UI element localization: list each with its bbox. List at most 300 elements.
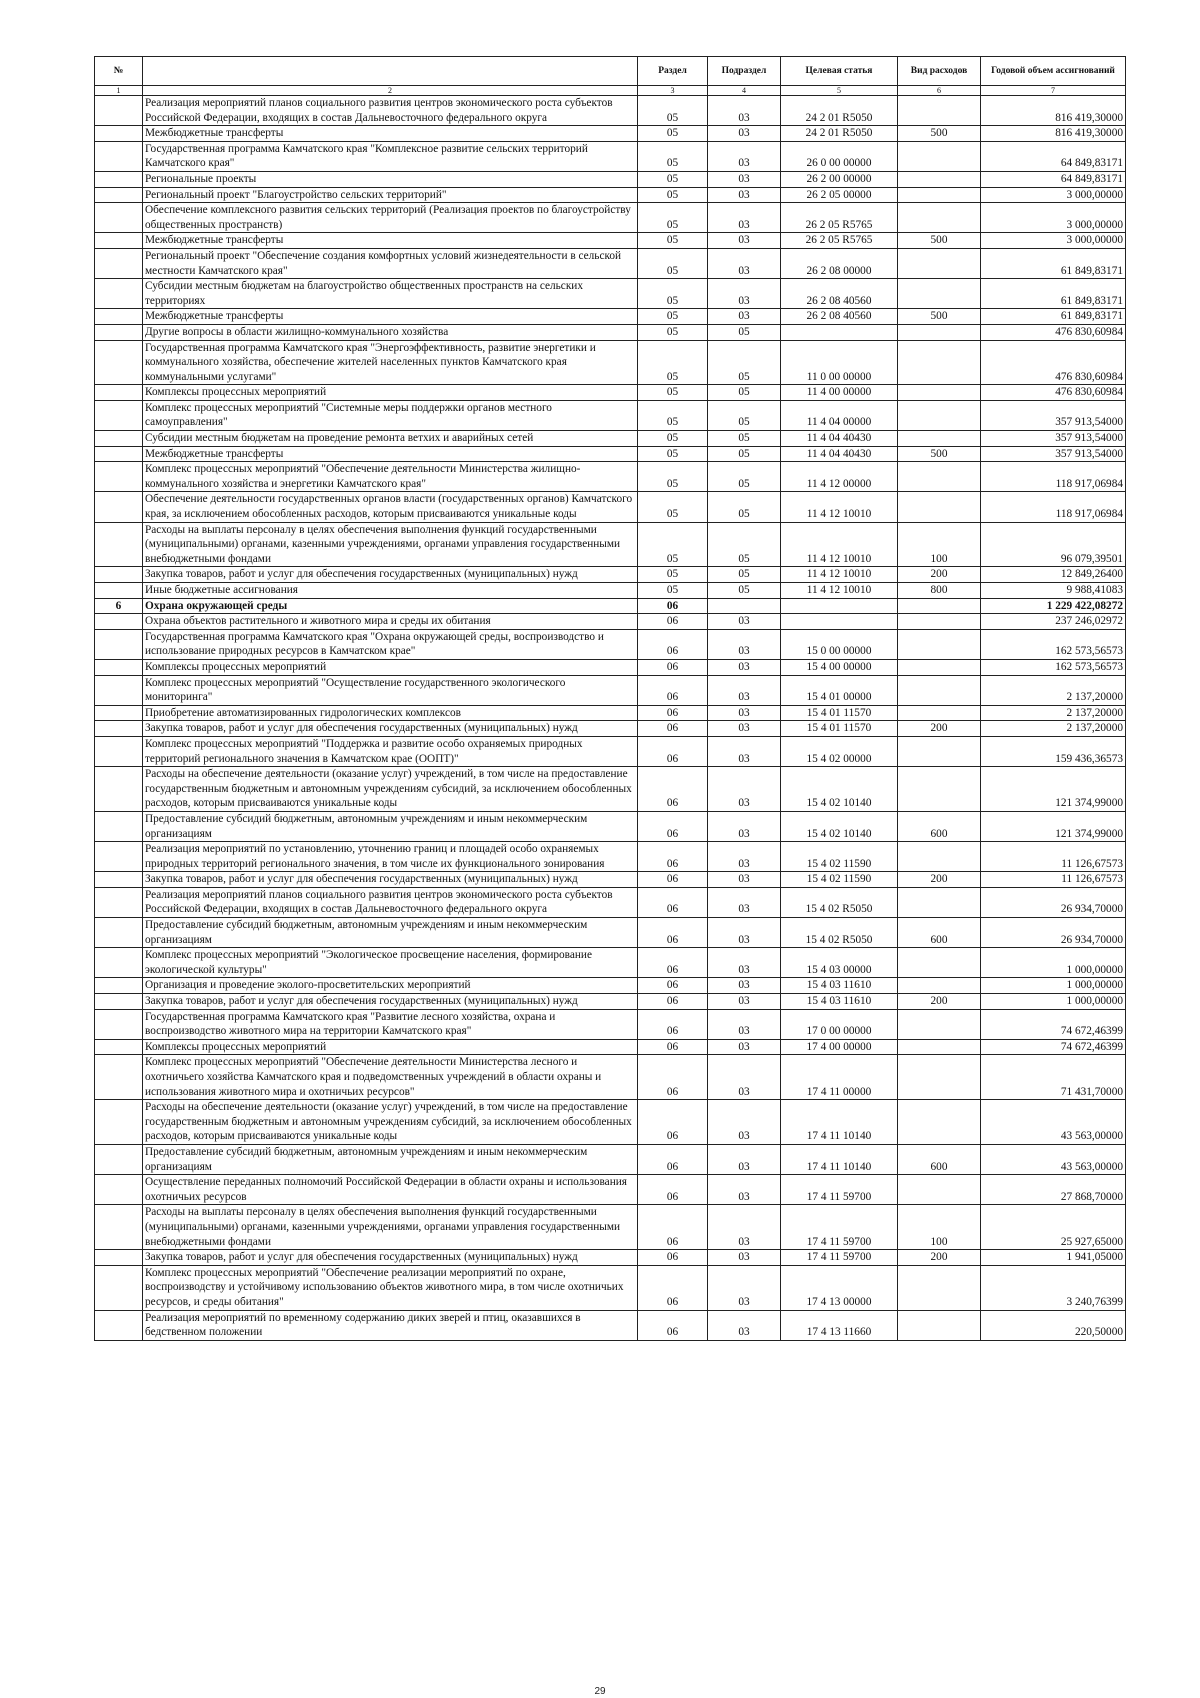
row-subsection: 03: [708, 309, 781, 325]
row-name: Комплексы процессных мероприятий: [143, 1039, 638, 1055]
header-annual-amount: Годовой объем ассигнований: [981, 57, 1126, 86]
row-expense-type: [898, 614, 981, 630]
row-amount: 1 000,00000: [981, 978, 1126, 994]
row-target-article: 24 2 01 R5050: [781, 96, 898, 126]
row-target-article: 17 4 11 59700: [781, 1250, 898, 1266]
row-target-article: 26 2 00 00000: [781, 171, 898, 187]
row-expense-type: [898, 1009, 981, 1039]
row-number: [95, 1175, 143, 1205]
row-amount: 357 913,54000: [981, 446, 1126, 462]
row-section: 06: [638, 1009, 708, 1039]
row-name: Комплекс процессных мероприятий "Обеспечение деятельности Министерства лесного и охотничьего хозяйства Камчатского края и подведомственных учреждений в области охраны и использования животного мира и охотничьих ресурсов": [143, 1055, 638, 1100]
row-amount: 26 934,70000: [981, 918, 1126, 948]
row-amount: 816 419,30000: [981, 126, 1126, 142]
column-number: 2: [143, 86, 638, 96]
table-row: [95, 141, 1126, 171]
row-subsection: 03: [708, 1310, 781, 1340]
row-subsection: 03: [708, 994, 781, 1010]
row-expense-type: [898, 400, 981, 430]
row-target-article: 11 4 04 40430: [781, 431, 898, 447]
row-number: [95, 126, 143, 142]
row-expense-type: [898, 96, 981, 126]
row-amount: 357 913,54000: [981, 400, 1126, 430]
table-row: [95, 309, 1126, 325]
row-subsection: 05: [708, 567, 781, 583]
row-subsection: 03: [708, 1250, 781, 1266]
row-target-article: 26 2 05 R5765: [781, 233, 898, 249]
row-expense-type: [898, 1265, 981, 1310]
row-subsection: 03: [708, 887, 781, 917]
table-row: [95, 598, 1126, 614]
row-expense-type: [898, 842, 981, 872]
row-target-article: 11 4 12 10010: [781, 583, 898, 599]
table-row: [95, 1039, 1126, 1055]
row-expense-type: [898, 385, 981, 401]
row-expense-type: [898, 1039, 981, 1055]
row-name: Предоставление субсидий бюджетным, автономным учреждениям и иным некоммерческим организациям: [143, 811, 638, 841]
header-subsection: Подраздел: [708, 57, 781, 86]
row-amount: 43 563,00000: [981, 1144, 1126, 1174]
row-number: [95, 948, 143, 978]
row-name: Межбюджетные трансферты: [143, 233, 638, 249]
row-section: 05: [638, 96, 708, 126]
row-section: 05: [638, 567, 708, 583]
row-name: Предоставление субсидий бюджетным, автономным учреждениям и иным некоммерческим организациям: [143, 1144, 638, 1174]
row-expense-type: 500: [898, 446, 981, 462]
row-name: Региональный проект "Благоустройство сельских территорий": [143, 187, 638, 203]
row-number: 6: [95, 598, 143, 614]
row-amount: 64 849,83171: [981, 171, 1126, 187]
row-subsection: 05: [708, 583, 781, 599]
row-amount: 2 137,20000: [981, 721, 1126, 737]
row-section: 06: [638, 705, 708, 721]
row-subsection: 05: [708, 324, 781, 340]
header-number: №: [95, 57, 143, 86]
row-expense-type: [898, 887, 981, 917]
row-amount: 2 137,20000: [981, 675, 1126, 705]
row-expense-type: [898, 736, 981, 766]
table-row: [95, 279, 1126, 309]
row-expense-type: 100: [898, 522, 981, 567]
column-number: 6: [898, 86, 981, 96]
row-name: Комплекс процессных мероприятий "Осуществление государственного экологического мониторинга": [143, 675, 638, 705]
row-expense-type: [898, 324, 981, 340]
row-subsection: 03: [708, 203, 781, 233]
row-amount: 3 000,00000: [981, 203, 1126, 233]
row-name: Реализация мероприятий планов социального развития центров экономического роста субъектов Российской Федерации, входящих в состав Дальневосточного федерального округа: [143, 96, 638, 126]
row-subsection: 03: [708, 948, 781, 978]
row-name: Межбюджетные трансферты: [143, 446, 638, 462]
row-name: Государственная программа Камчатского края "Охрана окружающей среды, воспроизводство и использование природных ресурсов в Камчатском крае": [143, 629, 638, 659]
row-subsection: 05: [708, 462, 781, 492]
row-amount: 159 436,36573: [981, 736, 1126, 766]
row-amount: 220,50000: [981, 1310, 1126, 1340]
row-number: [95, 811, 143, 841]
row-section: 06: [638, 736, 708, 766]
row-amount: 2 137,20000: [981, 705, 1126, 721]
row-target-article: 26 2 05 00000: [781, 187, 898, 203]
row-subsection: 03: [708, 141, 781, 171]
row-target-article: 26 0 00 00000: [781, 141, 898, 171]
row-section: 05: [638, 385, 708, 401]
row-amount: 1 941,05000: [981, 1250, 1126, 1266]
budget-table: [94, 56, 1126, 1341]
row-name: Расходы на выплаты персоналу в целях обеспечения выполнения функций государственными (муниципальными) органами, казенными учреждениями, органами управления государственными внебюджетными фондами: [143, 522, 638, 567]
row-amount: 237 246,02972: [981, 614, 1126, 630]
row-subsection: 03: [708, 1009, 781, 1039]
table-row: [95, 567, 1126, 583]
row-name: Организация и проведение эколого-просветительских мероприятий: [143, 978, 638, 994]
column-number: 3: [638, 86, 708, 96]
row-amount: 3 000,00000: [981, 187, 1126, 203]
row-section: 05: [638, 492, 708, 522]
row-number: [95, 675, 143, 705]
row-name: Комплекс процессных мероприятий "Системные меры поддержки органов местного самоуправления": [143, 400, 638, 430]
row-subsection: 05: [708, 385, 781, 401]
row-section: 05: [638, 324, 708, 340]
row-target-article: 15 4 02 R5050: [781, 918, 898, 948]
row-target-article: 11 4 12 10010: [781, 522, 898, 567]
row-amount: 3 000,00000: [981, 233, 1126, 249]
row-name: Расходы на выплаты персоналу в целях обеспечения выполнения функций государственными (муниципальными) органами, казенными учреждениями, органами управления государственными внебюджетными фондами: [143, 1205, 638, 1250]
row-expense-type: [898, 462, 981, 492]
row-amount: 11 126,67573: [981, 872, 1126, 888]
row-name: Комплекс процессных мероприятий "Поддержка и развитие особо охраняемых природных территорий регионального значения в Камчатском крае (ООПТ)": [143, 736, 638, 766]
row-section: 05: [638, 171, 708, 187]
row-expense-type: [898, 141, 981, 171]
row-amount: 121 374,99000: [981, 767, 1126, 812]
row-amount: 1 000,00000: [981, 948, 1126, 978]
row-subsection: 03: [708, 171, 781, 187]
row-section: 05: [638, 583, 708, 599]
row-section: 06: [638, 918, 708, 948]
row-subsection: 05: [708, 492, 781, 522]
table-row: [95, 96, 1126, 126]
row-expense-type: [898, 705, 981, 721]
table-row: [95, 1009, 1126, 1039]
row-section: 06: [638, 1310, 708, 1340]
row-amount: 1 229 422,08272: [981, 598, 1126, 614]
row-target-article: 17 4 00 00000: [781, 1039, 898, 1055]
row-subsection: 03: [708, 1039, 781, 1055]
row-target-article: 11 4 04 40430: [781, 446, 898, 462]
row-number: [95, 385, 143, 401]
table-row: [95, 767, 1126, 812]
row-subsection: 05: [708, 340, 781, 385]
row-subsection: 03: [708, 1100, 781, 1145]
table-row: [95, 614, 1126, 630]
row-section: 06: [638, 1250, 708, 1266]
row-number: [95, 96, 143, 126]
row-amount: 96 079,39501: [981, 522, 1126, 567]
row-amount: 121 374,99000: [981, 811, 1126, 841]
row-target-article: 15 4 02 10140: [781, 811, 898, 841]
row-subsection: 03: [708, 1144, 781, 1174]
row-target-article: 15 4 02 11590: [781, 842, 898, 872]
row-target-article: 15 4 02 10140: [781, 767, 898, 812]
row-number: [95, 659, 143, 675]
row-number: [95, 340, 143, 385]
row-number: [95, 462, 143, 492]
row-name: Осуществление переданных полномочий Российской Федерации в области охраны и использования охотничьих ресурсов: [143, 1175, 638, 1205]
row-subsection: 03: [708, 279, 781, 309]
row-subsection: 03: [708, 1205, 781, 1250]
row-subsection: 03: [708, 675, 781, 705]
row-amount: 162 573,56573: [981, 629, 1126, 659]
row-target-article: 26 2 08 40560: [781, 279, 898, 309]
row-name: Региональные проекты: [143, 171, 638, 187]
row-section: 06: [638, 948, 708, 978]
row-section: 05: [638, 141, 708, 171]
row-subsection: 03: [708, 811, 781, 841]
row-expense-type: 200: [898, 994, 981, 1010]
row-amount: 9 988,41083: [981, 583, 1126, 599]
row-target-article: [781, 324, 898, 340]
row-amount: 476 830,60984: [981, 340, 1126, 385]
row-section: 05: [638, 203, 708, 233]
table-row: [95, 675, 1126, 705]
table-row: [95, 721, 1126, 737]
row-subsection: 03: [708, 233, 781, 249]
row-name: Приобретение автоматизированных гидрологических комплексов: [143, 705, 638, 721]
row-name: Предоставление субсидий бюджетным, автономным учреждениям и иным некоммерческим организациям: [143, 918, 638, 948]
row-expense-type: [898, 675, 981, 705]
row-expense-type: [898, 598, 981, 614]
row-expense-type: 200: [898, 872, 981, 888]
row-number: [95, 887, 143, 917]
row-number: [95, 522, 143, 567]
row-number: [95, 721, 143, 737]
row-number: [95, 203, 143, 233]
row-amount: 74 672,46399: [981, 1009, 1126, 1039]
table-row: [95, 1205, 1126, 1250]
row-target-article: 11 0 00 00000: [781, 340, 898, 385]
row-target-article: 26 2 05 R5765: [781, 203, 898, 233]
row-subsection: 03: [708, 1265, 781, 1310]
row-number: [95, 583, 143, 599]
row-amount: 64 849,83171: [981, 141, 1126, 171]
row-name: Обеспечение комплексного развития сельских территорий (Реализация проектов по благоустройству общественных пространств): [143, 203, 638, 233]
row-target-article: 11 4 04 00000: [781, 400, 898, 430]
row-expense-type: [898, 1055, 981, 1100]
row-name: Межбюджетные трансферты: [143, 309, 638, 325]
row-name: Охрана окружающей среды: [143, 598, 638, 614]
row-target-article: 15 4 02 11590: [781, 872, 898, 888]
row-amount: 476 830,60984: [981, 324, 1126, 340]
table-row: [95, 659, 1126, 675]
row-expense-type: [898, 431, 981, 447]
table-row: [95, 1144, 1126, 1174]
row-expense-type: [898, 203, 981, 233]
header-target-article: Целевая статья: [781, 57, 898, 86]
table-row: [95, 1310, 1126, 1340]
row-number: [95, 1265, 143, 1310]
row-subsection: 03: [708, 629, 781, 659]
row-expense-type: 800: [898, 583, 981, 599]
table-row: [95, 522, 1126, 567]
row-number: [95, 1205, 143, 1250]
row-subsection: 05: [708, 522, 781, 567]
row-section: 05: [638, 462, 708, 492]
row-amount: 61 849,83171: [981, 309, 1126, 325]
row-section: 06: [638, 1100, 708, 1145]
row-expense-type: [898, 948, 981, 978]
row-expense-type: [898, 279, 981, 309]
row-target-article: 26 2 08 40560: [781, 309, 898, 325]
row-number: [95, 567, 143, 583]
table-row: [95, 705, 1126, 721]
row-name: Комплекс процессных мероприятий "Обеспечение реализации мероприятий по охране, воспроизводству и устойчивому использованию объектов животного мира, в том числе охотничьих ресурсов, и среды обитания": [143, 1265, 638, 1310]
row-name: Комплексы процессных мероприятий: [143, 385, 638, 401]
row-section: 06: [638, 767, 708, 812]
row-name: Субсидии местным бюджетам на благоустройство общественных пространств на сельских территориях: [143, 279, 638, 309]
row-number: [95, 1250, 143, 1266]
row-number: [95, 431, 143, 447]
row-subsection: 03: [708, 767, 781, 812]
row-name: Региональный проект "Обеспечение создания комфортных условий жизнедеятельности в сельской местности Камчатского края": [143, 248, 638, 278]
row-target-article: 15 4 03 00000: [781, 948, 898, 978]
table-row: [95, 887, 1126, 917]
row-target-article: 15 4 01 00000: [781, 675, 898, 705]
row-target-article: 15 4 01 11570: [781, 721, 898, 737]
row-name: Реализация мероприятий планов социального развития центров экономического роста субъектов Российской Федерации, входящих в состав Дальневосточного федерального округа: [143, 887, 638, 917]
row-number: [95, 736, 143, 766]
row-expense-type: 600: [898, 918, 981, 948]
row-name: Иные бюджетные ассигнования: [143, 583, 638, 599]
row-subsection: 03: [708, 614, 781, 630]
row-expense-type: 200: [898, 1250, 981, 1266]
table-row: [95, 187, 1126, 203]
row-subsection: 03: [708, 705, 781, 721]
row-name: Реализация мероприятий по установлению, уточнению границ и площадей особо охраняемых природных территорий регионального значения, в том числе их функционального зонирования: [143, 842, 638, 872]
row-amount: 816 419,30000: [981, 96, 1126, 126]
row-section: 05: [638, 248, 708, 278]
table-row: [95, 1100, 1126, 1145]
row-target-article: 11 4 12 10010: [781, 492, 898, 522]
table-row: [95, 1265, 1126, 1310]
row-number: [95, 233, 143, 249]
row-number: [95, 842, 143, 872]
table-row: [95, 811, 1126, 841]
row-expense-type: 500: [898, 233, 981, 249]
row-subsection: 03: [708, 842, 781, 872]
row-section: 05: [638, 340, 708, 385]
row-amount: 1 000,00000: [981, 994, 1126, 1010]
row-expense-type: [898, 767, 981, 812]
row-amount: 118 917,06984: [981, 462, 1126, 492]
row-section: 05: [638, 431, 708, 447]
table-row: [95, 918, 1126, 948]
row-amount: 162 573,56573: [981, 659, 1126, 675]
row-name: Расходы на обеспечение деятельности (оказание услуг) учреждений, в том числе на предоставление государственным бюджетным и автономным учреждениям субсидий, за исключением обособленных расходов, которым присваиваются уникальные коды: [143, 767, 638, 812]
row-number: [95, 1100, 143, 1145]
row-number: [95, 978, 143, 994]
row-subsection: 05: [708, 446, 781, 462]
column-number: 4: [708, 86, 781, 96]
row-expense-type: 600: [898, 811, 981, 841]
row-expense-type: 500: [898, 126, 981, 142]
row-target-article: 15 4 02 00000: [781, 736, 898, 766]
row-target-article: 15 4 01 11570: [781, 705, 898, 721]
row-section: 06: [638, 1205, 708, 1250]
row-expense-type: 600: [898, 1144, 981, 1174]
table-row: [95, 736, 1126, 766]
row-number: [95, 994, 143, 1010]
row-name: Субсидии местным бюджетам на проведение ремонта ветхих и аварийных сетей: [143, 431, 638, 447]
row-expense-type: [898, 629, 981, 659]
row-name: Государственная программа Камчатского края "Развитие лесного хозяйства, охрана и воспроизводство животного мира на территории Камчатского края": [143, 1009, 638, 1039]
row-section: 06: [638, 1144, 708, 1174]
table-header-row: [95, 57, 1126, 86]
row-number: [95, 614, 143, 630]
row-subsection: 05: [708, 400, 781, 430]
row-amount: 3 240,76399: [981, 1265, 1126, 1310]
row-target-article: 15 4 02 R5050: [781, 887, 898, 917]
table-row: [95, 629, 1126, 659]
row-number: [95, 767, 143, 812]
table-row: [95, 1055, 1126, 1100]
row-subsection: 03: [708, 1055, 781, 1100]
row-number: [95, 324, 143, 340]
row-section: 06: [638, 842, 708, 872]
table-row: [95, 233, 1126, 249]
row-number: [95, 872, 143, 888]
row-expense-type: 200: [898, 721, 981, 737]
row-section: 06: [638, 978, 708, 994]
row-target-article: 24 2 01 R5050: [781, 126, 898, 142]
row-expense-type: 100: [898, 1205, 981, 1250]
row-expense-type: [898, 1175, 981, 1205]
row-expense-type: [898, 171, 981, 187]
column-number: 5: [781, 86, 898, 96]
row-target-article: 17 4 13 00000: [781, 1265, 898, 1310]
row-section: 05: [638, 126, 708, 142]
row-number: [95, 446, 143, 462]
row-section: 06: [638, 1175, 708, 1205]
row-target-article: 17 4 11 59700: [781, 1205, 898, 1250]
row-number: [95, 1009, 143, 1039]
table-row: [95, 842, 1126, 872]
table-row: [95, 1175, 1126, 1205]
row-target-article: 15 4 03 11610: [781, 978, 898, 994]
row-target-article: 17 4 11 10140: [781, 1144, 898, 1174]
row-section: 06: [638, 721, 708, 737]
row-name: Охрана объектов растительного и животного мира и среды их обитания: [143, 614, 638, 630]
table-row: [95, 462, 1126, 492]
row-name: Реализация мероприятий по временному содержанию диких зверей и птиц, оказавшихся в бедственном положении: [143, 1310, 638, 1340]
row-amount: 43 563,00000: [981, 1100, 1126, 1145]
row-section: 06: [638, 887, 708, 917]
row-section: 05: [638, 446, 708, 462]
row-section: 06: [638, 872, 708, 888]
row-number: [95, 705, 143, 721]
row-section: 06: [638, 675, 708, 705]
column-number-row: [95, 86, 1126, 96]
row-amount: 71 431,70000: [981, 1055, 1126, 1100]
row-amount: 27 868,70000: [981, 1175, 1126, 1205]
row-subsection: 03: [708, 736, 781, 766]
row-number: [95, 492, 143, 522]
row-amount: 118 917,06984: [981, 492, 1126, 522]
row-section: 05: [638, 279, 708, 309]
row-section: 05: [638, 522, 708, 567]
row-name: Закупка товаров, работ и услуг для обеспечения государственных (муниципальных) нужд: [143, 872, 638, 888]
row-amount: 26 934,70000: [981, 887, 1126, 917]
table-row: [95, 994, 1126, 1010]
row-section: 06: [638, 811, 708, 841]
row-target-article: [781, 598, 898, 614]
row-section: 05: [638, 187, 708, 203]
